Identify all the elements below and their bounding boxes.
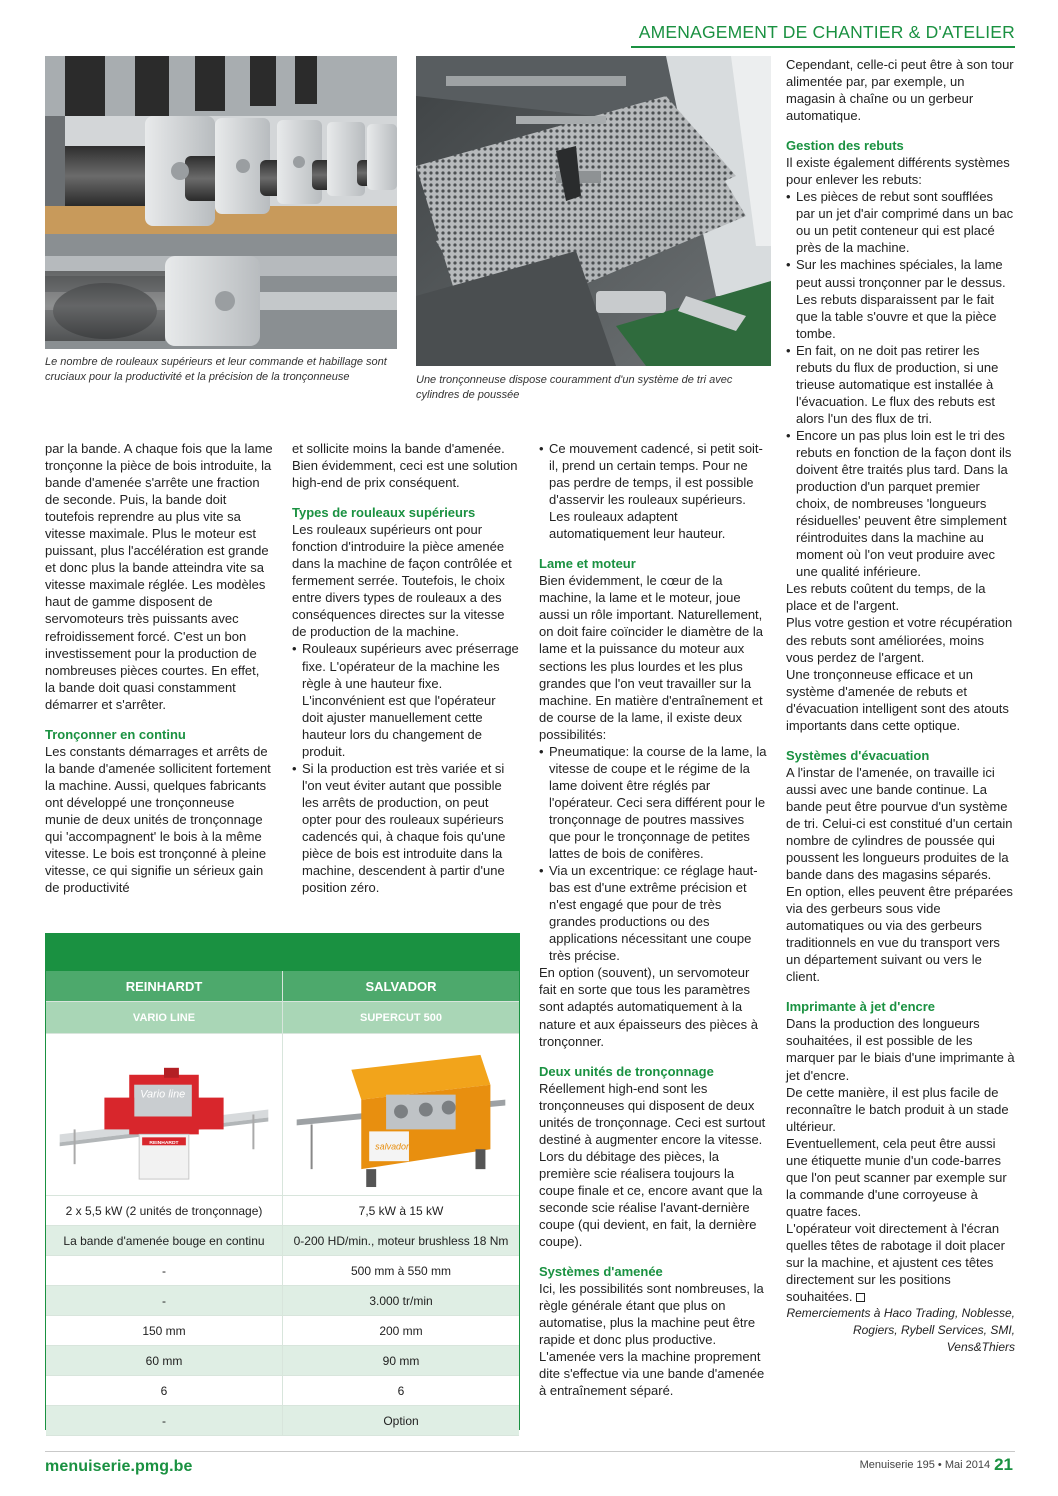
paragraph: De cette manière, il est plus facile de reconnaître le batch produit à un stade ultérieur.: [786, 1084, 1009, 1134]
list-item: • Sur les machines spéciales, la lame peut aussi tronçonner par le dessus. Les rebuts disparaissent par le fait que la table s'ouvre et que la pièce tombe.: [786, 256, 1015, 341]
salvador-value: Option: [282, 1406, 519, 1435]
section-title: AMENAGEMENT DE CHANTIER & D'ATELIER: [638, 22, 1015, 42]
reinhardt-value: -: [162, 1293, 166, 1308]
paragraph: Les constants démarrages et arrêts de la bande d'amenée sollicitent fortement la machine. Aussi, quelques fabricants ont développé une tronçonneuse munie de deux unités de tronçonnage qui 'accompagnent' le bois à la même vitesse. Le bois est tronçonné à pleine vitesse, ce qui signifie un sérieux gain de productivité: [45, 743, 271, 896]
issue-label: Menuiserie 195 • Mai 2014: [859, 1459, 991, 1471]
paragraph: et sollicite moins la bande d'amenée. Bien évidemment, ceci est une solution high-end de prix conséquent.: [292, 441, 518, 491]
paragraph: A l'instar de l'amenée, on travaille ici aussi avec une bande continue. La bande peut être pourvue d'un système de tri. Celui-ci est constitué d'un certain nombre de cylindres de poussée qui poussent les longueurs produites de la bande dans des magasins séparés.: [786, 764, 1013, 883]
salvador-value: 500 mm à 550 mm: [282, 1256, 519, 1285]
paragraph: Une tronçonneuse efficace et un système d'amenée de rebuts et d'évacuation intelligent sont des atouts importants dans cette optique.: [786, 666, 1009, 733]
end-of-article-square-icon: [856, 1293, 865, 1302]
salvador-machine-logo: salvador: [375, 1141, 409, 1152]
brand-reinhardt: REINHARDT: [125, 978, 203, 994]
list-item: • Ce mouvement cadencé, si petit soit-il, prend un certain temps. Pour ne pas perdre de temps, il est possible d'asservir les rouleaux supérieurs. Les rouleaux adaptent automatiquement leur hauteur.: [539, 440, 767, 542]
page-number: 21: [994, 1455, 1013, 1474]
paragraph: En option (souvent), un servomoteur fait en sorte que tous les paramètres sont adaptés automatiquement à la nature et aux épaisseurs des pièces à tronçonner.: [539, 965, 758, 1049]
table-row: [46, 1406, 519, 1436]
left-photo-caption: Le nombre de rouleaux supérieurs et leur commande et habillage sont cruciaux pour la productivité et la précision de la tronçonneuse: [45, 356, 387, 383]
text-column-4: [786, 56, 1015, 1356]
text-column-2: [292, 440, 520, 896]
photo-sorting-system: [416, 56, 771, 366]
model-vario-line: VARIO LINE: [132, 1011, 196, 1024]
reinhardt-value: 2 x 5,5 kW (2 unités de tronçonnage): [65, 1203, 263, 1218]
salvador-value: 3.000 tr/min: [282, 1286, 519, 1315]
paragraph: [786, 1220, 1015, 1305]
reinhardt-value: -: [162, 1413, 166, 1428]
paragraph: Les rebuts coûtent du temps, de la place et de l'argent.: [786, 581, 986, 614]
table-header-bar: [46, 934, 519, 971]
reinhardt-value: 150 mm: [142, 1323, 186, 1338]
reinhardt-value: La bande d'amenée bouge en continu: [63, 1233, 265, 1248]
subheading-imprimante: Imprimante à jet d'encre: [786, 999, 936, 1015]
issue-info: [860, 1455, 1013, 1475]
subheading-types-rouleaux: Types de rouleaux supérieurs: [292, 505, 476, 521]
website-url: menuiserie.pmg.be: [45, 1458, 193, 1475]
subheading-lame-moteur: Lame et moteur: [539, 556, 636, 572]
subheading-systemes-evacuation: Systèmes d'évacuation: [786, 747, 930, 763]
list-item: • Pneumatique: la course de la lame, la vitesse de coupe et le régime de la lame doivent être réglés par l'opérateur. Ceci sera différent pour le tronçonnage de poutres massives que pour le tronçonnage de petites lattes de bois de conifères.: [539, 743, 767, 862]
reinhardt-machine-brand: REINHARDT: [149, 1140, 179, 1146]
model-row: [46, 1002, 519, 1034]
paragraph: Réellement high-end sont les tronçonneuses qui disposent de deux unités de tronçonnage. Ceci est surtout destiné à augmenter encore la vitesse. Lors du débitage des pièces, la première scie réalisera toujours la coupe finale et ce, encore avant que la seconde scie réalise l'avant-dernière coupe (qui devient, en fait, la dernière coupe).: [539, 1080, 766, 1250]
reinhardt-machine-logo: Vario line: [140, 1088, 186, 1101]
reinhardt-value: 60 mm: [145, 1353, 183, 1368]
brand-row: [46, 971, 519, 1002]
paragraph: Dans la production des longueurs souhaitées, il est possible de les marquer par le biais d'une imprimante à jet d'encre.: [786, 1016, 1015, 1083]
paragraph: Cependant, celle-ci peut être à son tour alimentée par, par exemple, un magasin à chaîne ou un gerbeur automatique.: [786, 57, 1014, 124]
subheading-tronconner-continu: Tronçonner en continu: [45, 726, 186, 742]
table-row: [46, 1286, 519, 1316]
paragraph: Ici, les possibilités sont nombreuses, la règle générale étant que plus on automatise, plus la machine peut être rapide et donc plus productive. L'amenée vers la machine proprement dite s'effectue via une bande d'amenée à entraînement séparé.: [539, 1281, 765, 1399]
machine-images-row: [46, 1034, 519, 1196]
list-item: • Via un excentrique: ce réglage haut-bas est d'une extrême précision et n'est engagé que pour de très grandes productions ou des applications nécessitant une coupe très précise.: [539, 862, 767, 964]
text-column-3: [539, 440, 767, 1399]
subheading-systemes-amenee: Systèmes d'amenée: [539, 1264, 663, 1280]
footer-rule: [45, 1451, 1015, 1452]
table-row: [46, 1196, 519, 1226]
model-supercut-500: SUPERCUT 500: [282, 1002, 519, 1033]
list-item: • Encore un pas plus loin est le tri des rebuts en fonction de la façon dont ils doivent être traités plus tard. Dans la production d'un parquet premier choix, de nombreuses 'longueurs résiduelles' peuvent être simplement réintroduites dans la machine au moment où l'on veut produire avec une qualité inférieure.: [786, 427, 1015, 580]
comparison-table: [45, 933, 520, 1430]
salvador-value: 0-200 HD/min., moteur brushless 18 Nm: [282, 1226, 519, 1255]
salvador-value: 90 mm: [282, 1346, 519, 1375]
reinhardt-value: -: [162, 1263, 166, 1278]
salvador-value: 200 mm: [282, 1316, 519, 1345]
text-column-1: [45, 440, 273, 896]
salvador-machine-image: [282, 1034, 519, 1195]
table-row: [46, 1376, 519, 1406]
table-row: [46, 1256, 519, 1286]
list-item: • Si la production est très variée et si l'on veut éviter autant que possible les arrêts de production, on peut opter pour des rouleaux supérieurs cadencés qui, à chaque fois qu'une pièce de bois est introduite dans la machine, descendent à partir d'une position zéro.: [292, 760, 520, 896]
subheading-deux-unites: Deux unités de tronçonnage: [539, 1063, 714, 1079]
paragraph: En option, elles peuvent être préparées via des gerbeurs sous vide automatiques ou via des gerbeurs traditionnels en vue du transport vers un département suivant ou vers le client.: [786, 884, 1013, 985]
reinhardt-machine-image: [46, 1034, 282, 1195]
table-row: [46, 1316, 519, 1346]
header-rule: [631, 46, 1015, 48]
paragraph: Il existe également différents systèmes pour enlever les rebuts:: [786, 155, 1010, 188]
list-item: • En fait, on ne doit pas retirer les rebuts du flux de production, si une trieuse automatique est installée à l'évacuation. Le flux des rebuts est alors l'un des flux de tri.: [786, 342, 1015, 427]
bullet-list: [786, 188, 1015, 580]
paragraph: Les rouleaux supérieurs ont pour fonction d'introduire la pièce amenée dans la machine de façon contrôlée et fermement serrée. Toutefois, le choix entre divers types de rouleaux a des conséquences directes sur la vitesse de production de la machine.: [292, 522, 512, 640]
bullet-list: [292, 640, 520, 896]
salvador-value: 6: [282, 1376, 519, 1405]
acknowledgements: Remerciements à Haco Trading, Noblesse, Rogiers, Rybell Services, SMI, Vens&Thiers: [786, 1306, 1015, 1355]
list-item: • Rouleaux supérieurs avec préserrage fixe. L'opérateur de la machine les règle à une hauteur fixe. L'inconvénient est que l'opérateur doit ajuster manuellement cette hauteur lors du changement de produit.: [292, 640, 520, 759]
paragraph: par la bande. A chaque fois que la lame tronçonne la pièce de bois introduite, la bande d'amenée s'arrête une fraction de seconde. Puis, la bande doit toutefois reprendre au plus vite sa vitesse maximale. Plus le moteur est puissant, plus l'accélération est grande et donc plus la bande atteindra vite sa vitesse maximale réglée. Les modèles haut de gamme disposent de servomoteurs très puissants avec refroidissement forcé. C'est un bon investissement pour la production de nombreuses pièces courtes. En effet, la bande doit quasi constamment démarrer et s'arrêter.: [45, 441, 273, 712]
subheading-gestion-rebuts: Gestion des rebuts: [786, 138, 904, 154]
salvador-value: 7,5 kW à 15 kW: [282, 1196, 519, 1225]
table-row: [46, 1226, 519, 1256]
table-row: [46, 1346, 519, 1376]
brand-salvador: SALVADOR: [282, 971, 519, 1001]
list-item: • Les pièces de rebut sont soufflées par un jet d'air comprimé dans un bac ou un petit conteneur qui est placé près de la machine.: [786, 188, 1015, 256]
photo-upper-rollers: [45, 56, 397, 349]
reinhardt-value: 6: [160, 1383, 168, 1398]
bullet-list: [539, 440, 767, 542]
right-photo-caption: Une tronçonneuse dispose couramment d'un système de tri avec cylindres de poussée: [416, 374, 733, 401]
paragraph: Bien évidemment, le cœur de la machine, la lame et le moteur, joue aussi un rôle important. Naturellement, on doit faire coïncider le diamètre de la lame et la puissance du moteur aux sections les plus lourdes et les plus grandes que l'on veut travailler sur la machine. En matière d'entraînement et de course de la lame, il existe deux possibilités:: [539, 573, 764, 742]
paragraph-text: L'opérateur voit directement à l'écran quelles têtes de rabotage il doit placer sur la machine, et ajustent ces têtes directement sur les positions souhaitées.: [786, 1220, 1005, 1305]
paragraph: Plus votre gestion et votre récupération des rebuts sont améliorées, moins vous perdez de l'argent.: [786, 615, 1013, 665]
bullet-list: [539, 743, 767, 965]
paragraph: Eventuellement, cela peut être aussi une étiquette munie d'un code-barres que l'on peut scanner par exemple sur la commande d'une corroyeuse à quatre faces.: [786, 1135, 1007, 1219]
